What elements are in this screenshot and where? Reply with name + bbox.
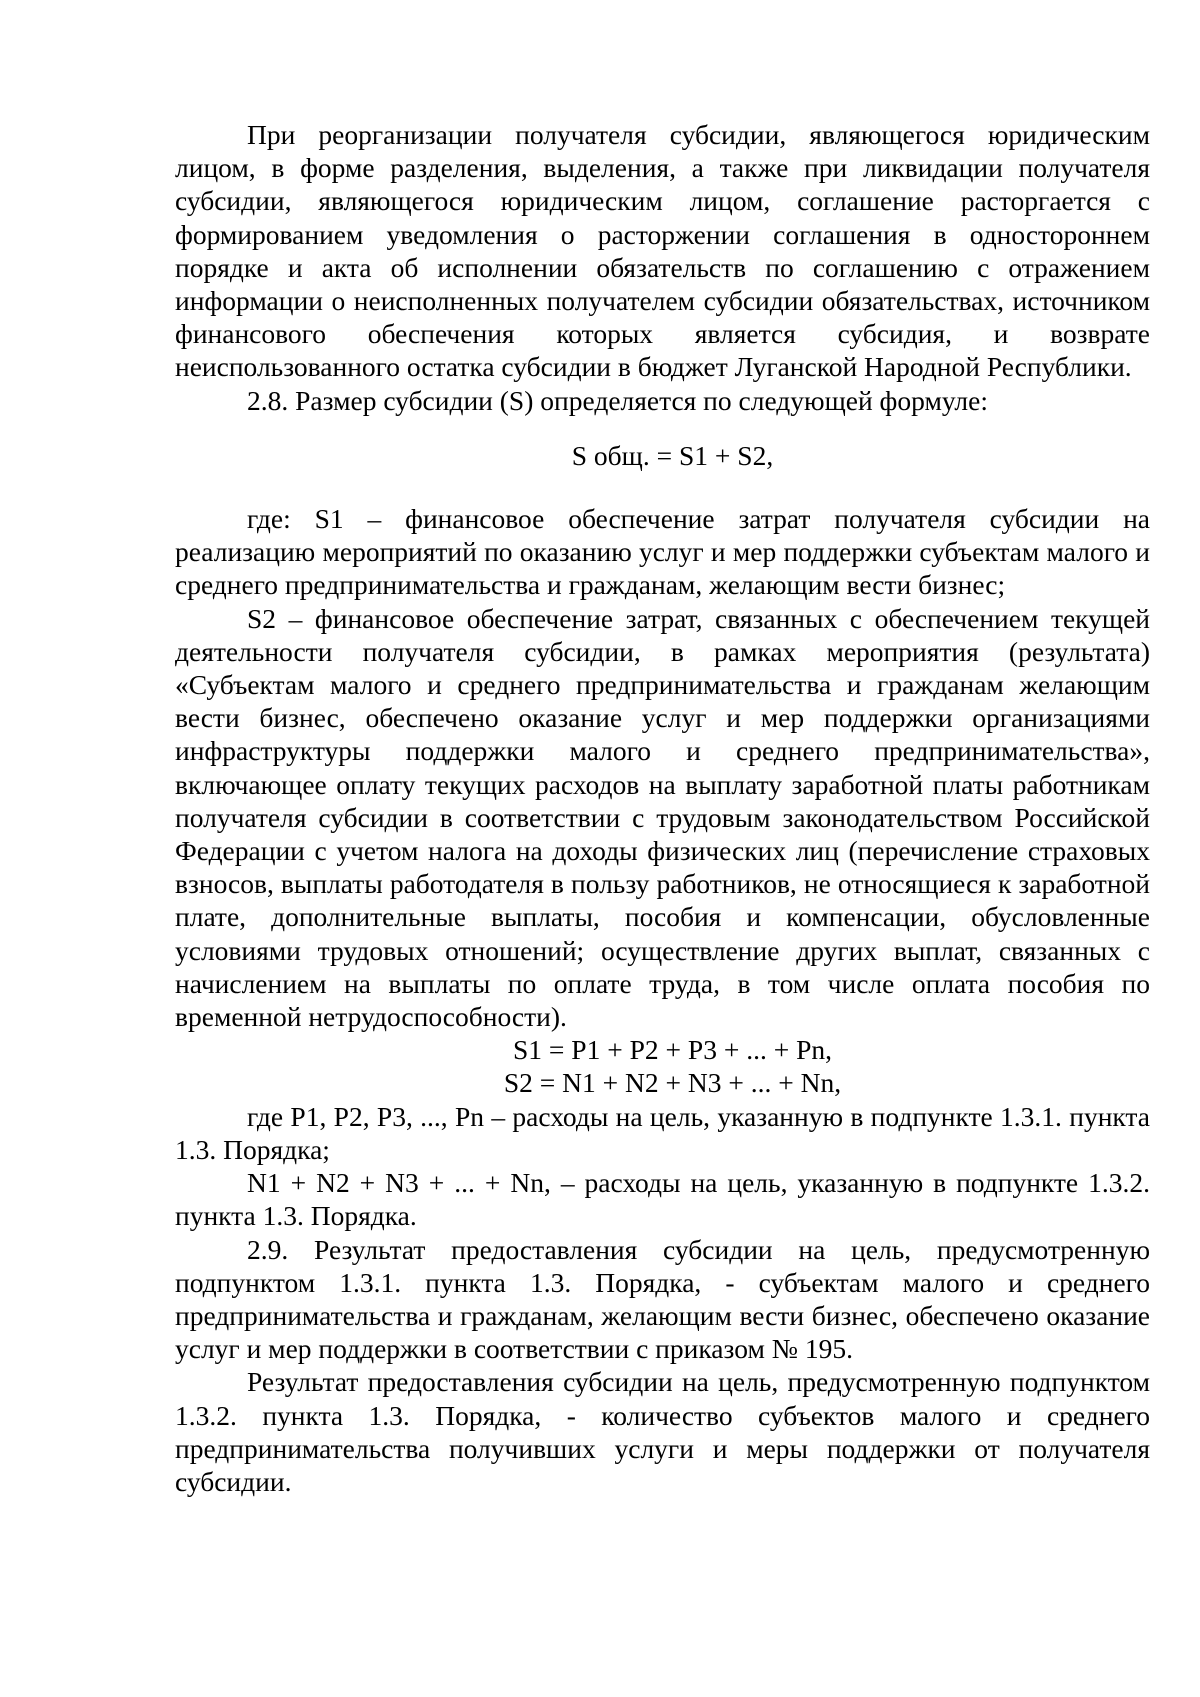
paragraph-2-9: 2.9. Результат предоставления субсидии на цель, предусмотренную подпунктом 1.3.1. пункта 1.3. Порядка, - субъектам малого и среднего предпринимательства и гражданам, желающим вести бизнес, обеспечено оказание услуг и мер поддержки в соответствии с приказом № 195. xyxy=(175,1233,1150,1365)
paragraph-result-1-3-2: Результат предоставления субсидии на цель, предусмотренную подпунктом 1.3.2. пункта 1.3. Порядка, - количество субъектов малого и среднего предпринимательства получивших услуги и меры поддержки от получателя субсидии. xyxy=(175,1366,1150,1497)
paragraph-p-expenses: где P1, P2, P3, ..., Pn – расходы на цель, указанную в подпункте 1.3.1. пункта 1.3. Порядка; xyxy=(175,1100,1150,1165)
formula-s2: S2 = N1 + N2 + N3 + ... + Nn, xyxy=(503,1067,842,1099)
paragraph-reorganization: При реорганизации получателя субсидии, являющегося юридическим лицом, в форме разделения, выделения, а также при ликвидации получателя субсидии, являющегося юридическим лицом, соглашение расторгается с формированием уведомления о расторжении соглашения в одностороннем порядке и акта об исполнении обязательств по соглашению с отражением информации о неисполненных получателем субсидии обязательствах, источником финансового обеспечения которых является субсидия, и возврате неиспользованного остатка субсидии в бюджет Луганской Народной Республики. xyxy=(175,119,1150,383)
formula-s1: S1 = P1 + P2 + P3 + ... + Pn, xyxy=(512,1034,833,1066)
document-page xyxy=(175,118,1150,1498)
paragraph-n-expenses: N1 + N2 + N3 + ... + Nn, – расходы на цель, указанную в подпункте 1.3.2. пункта 1.3. Порядка. xyxy=(175,1167,1150,1232)
paragraph-s1-definition: где: S1 – финансовое обеспечение затрат получателя субсидии на реализацию мероприятий по оказанию услуг и мер поддержки субъектам малого и среднего предпринимательства и гражданам, желающим вести бизнес; xyxy=(175,503,1150,601)
paragraph-s2-definition: S2 – финансовое обеспечение затрат, связанных с обеспечением текущей деятельности получателя субсидии, в рамках мероприятия (результата) «Субъектам малого и среднего предпринимательства и гражданам желающим вести бизнес, обеспечено оказание услуг и мер поддержки организациями инфраструктуры поддержки малого и среднего предпринимательства», включающее оплату текущих расходов на выплату заработной платы работникам получателя субсидии в соответствии с трудовым законодательством Российской Федерации с учетом налога на доходы физических лиц (перечисление страховых взносов, выплаты работодателя в пользу работников, не относящиеся к заработной плате, дополнительные выплаты, пособия и компенсации, обусловленные условиями трудовых отношений; осуществление других выплат, связанных с начислением на выплаты по оплате труда, в том числе оплата пособия по временной нетрудоспособности). xyxy=(175,602,1150,1033)
formula-total: S общ. = S1 + S2, xyxy=(571,439,774,471)
paragraph-2-8: 2.8. Размер субсидии (S) определяется по следующей формуле: xyxy=(247,384,988,416)
